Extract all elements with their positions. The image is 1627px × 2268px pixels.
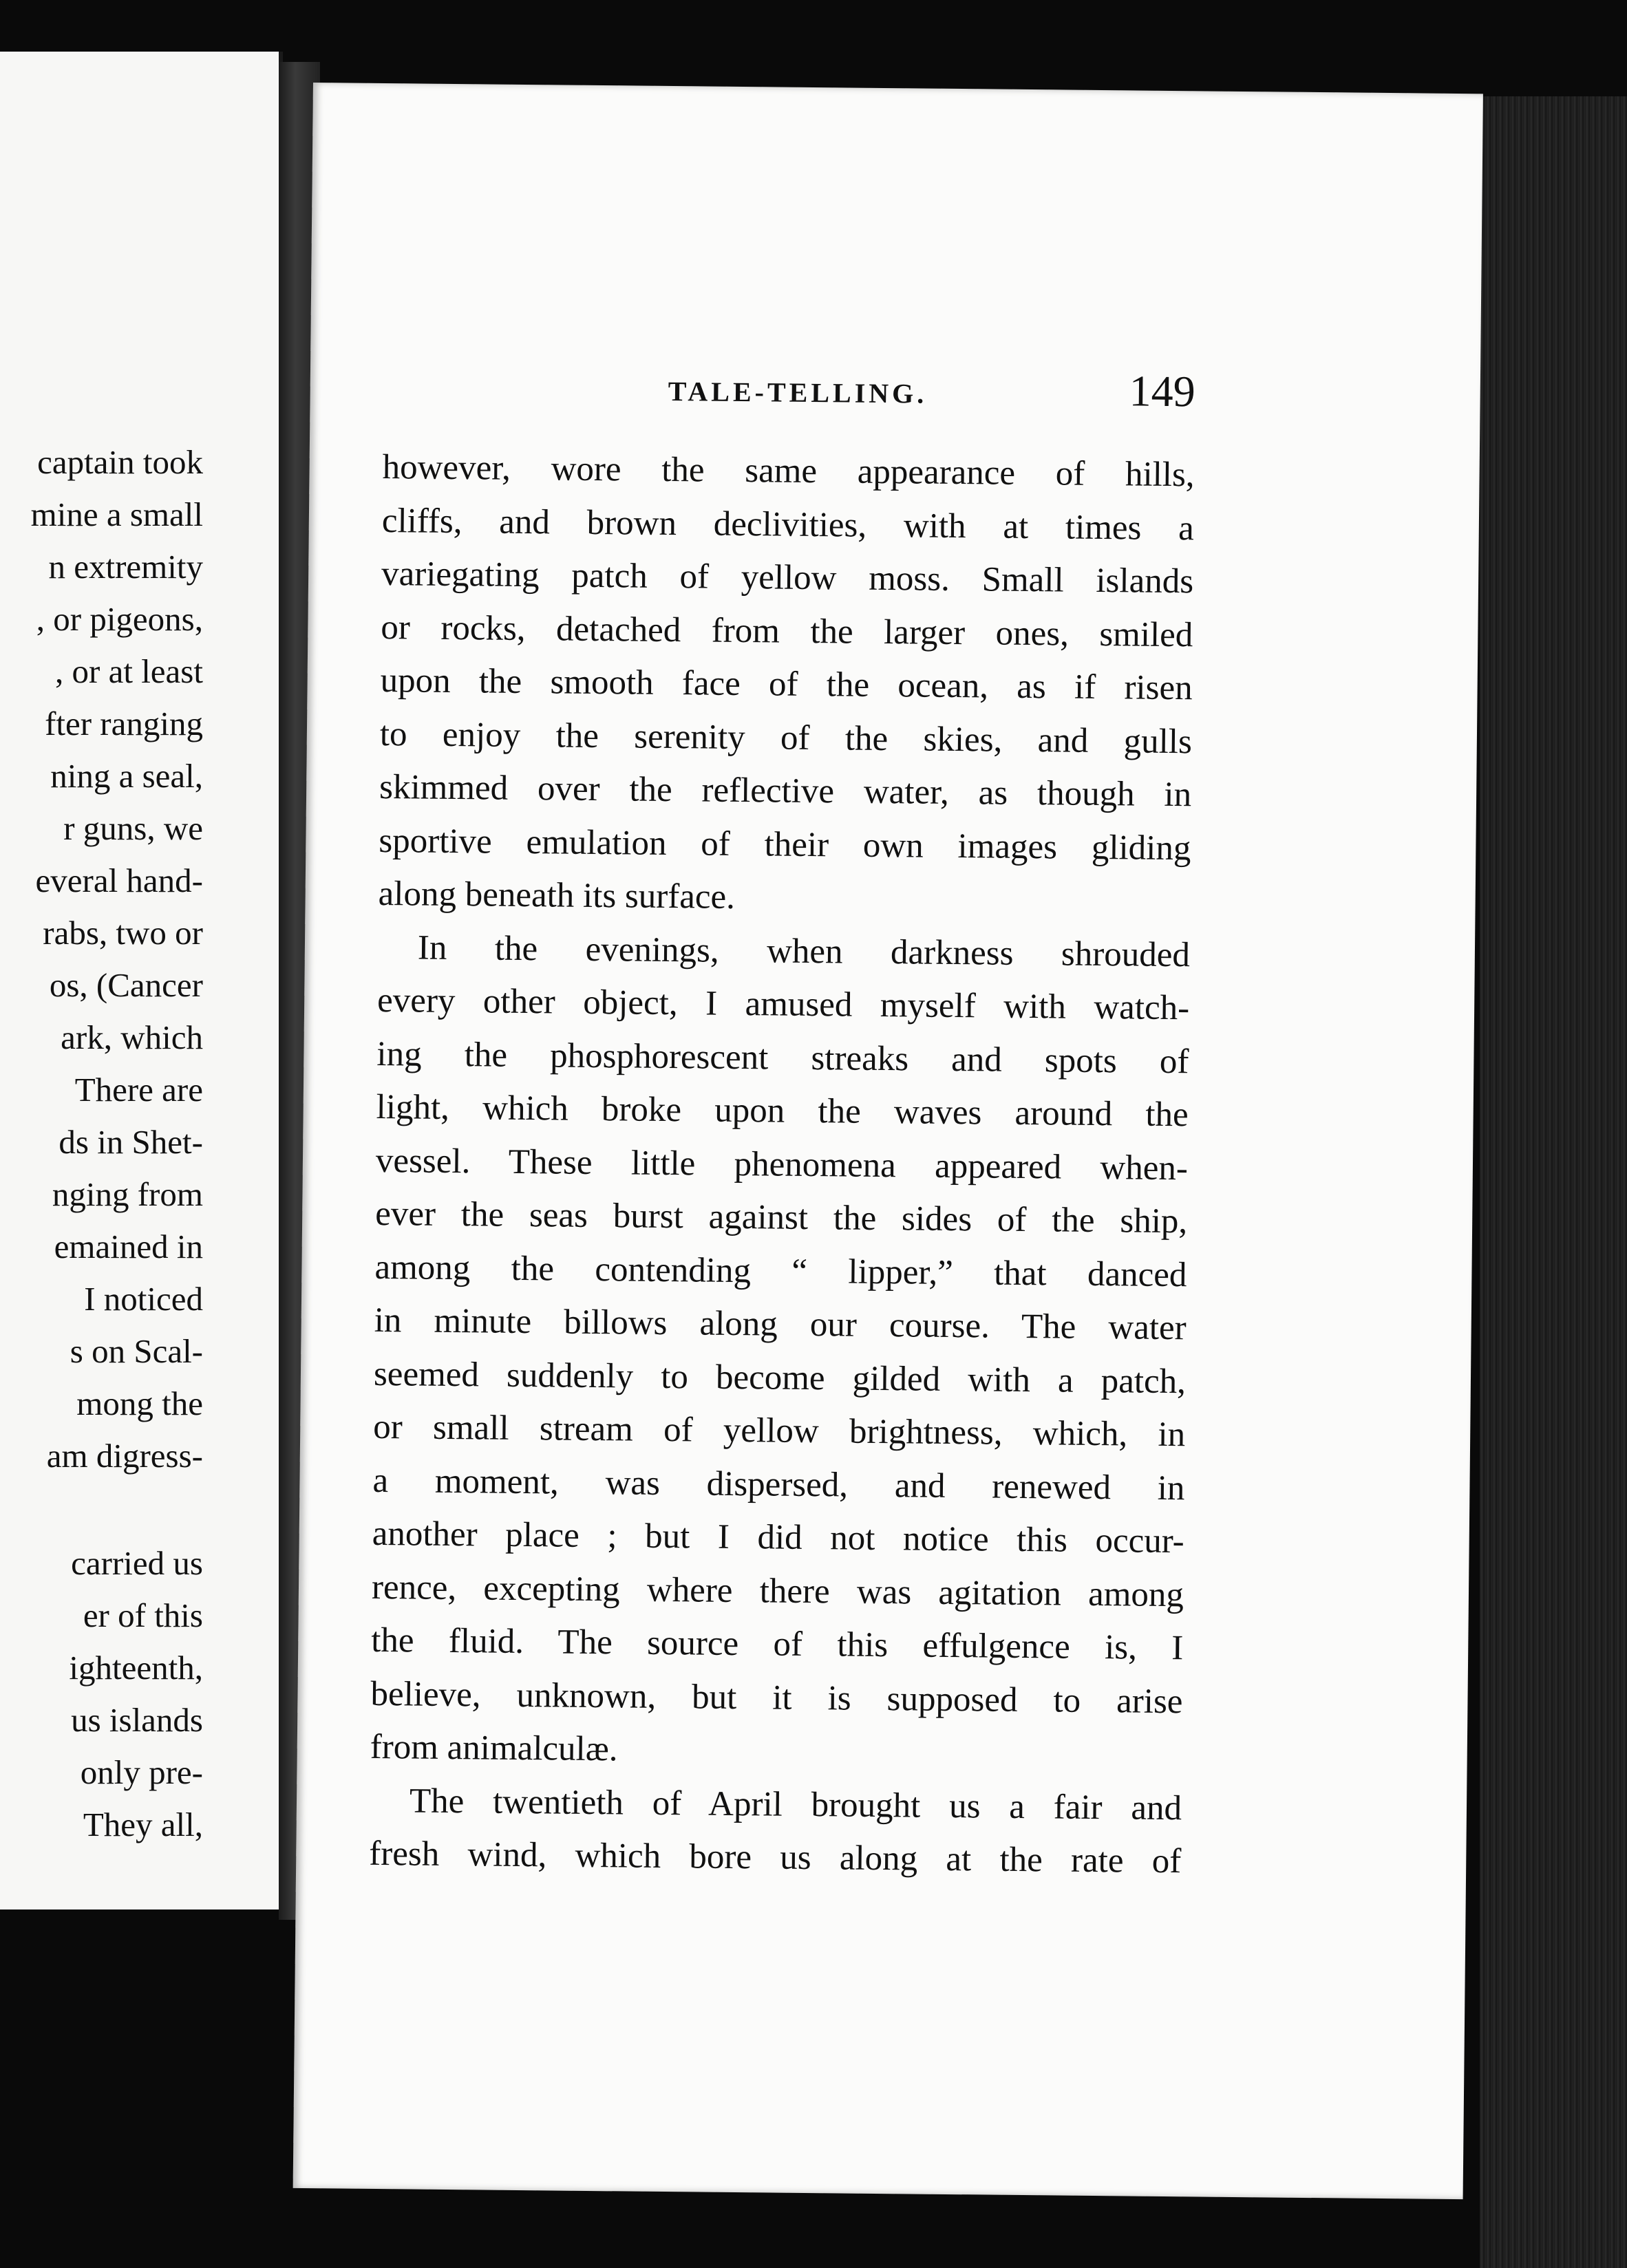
text-line: to enjoy the serenity of the skies, and gulls	[379, 714, 1193, 761]
text-line: vessel. These little phenomena appeared when-	[375, 1141, 1189, 1188]
left-page-line: mine a small	[30, 495, 203, 533]
text-line: a moment, was dispersed, and renewed in	[372, 1461, 1185, 1508]
left-page-line: everal hand-	[35, 862, 203, 899]
text-line: variegating patch of yellow moss. Small islands	[381, 554, 1194, 601]
paragraph	[369, 1774, 1182, 1888]
paragraph	[378, 441, 1195, 929]
left-page-line: ark, which	[61, 1018, 203, 1056]
text-line: or rocks, detached from the larger ones, smiled	[381, 608, 1193, 654]
text-line: from animalculæ.	[370, 1727, 618, 1769]
text-line: among the contending “ lipper,” that danced	[374, 1248, 1187, 1294]
text-line: seemed suddenly to become gilded with a patch,	[373, 1354, 1187, 1401]
left-page-line: nging from	[52, 1175, 203, 1213]
left-page-line: ning a seal,	[50, 757, 203, 795]
left-page-line: rabs, two or	[43, 914, 203, 952]
text-line: sportive emulation of their own images gliding	[379, 821, 1191, 868]
page-149	[293, 83, 1483, 2199]
left-page-line: There are	[74, 1071, 203, 1109]
page-header	[310, 358, 1480, 424]
left-page-line: us islands	[71, 1701, 203, 1739]
body-text	[369, 441, 1195, 1889]
paragraph	[370, 921, 1190, 1782]
text-line: In the evenings, when darkness shrouded	[417, 928, 1191, 974]
text-line: along beneath its surface.	[378, 874, 736, 917]
text-line: the fluid. The source of this effulgence is, I	[371, 1620, 1184, 1668]
left-page-line: er of this	[83, 1596, 203, 1634]
left-page-line: captain took	[37, 443, 203, 481]
text-line: another place ; but I did not notice this occur-	[372, 1514, 1184, 1561]
left-page-line: r guns, we	[63, 809, 203, 847]
text-line: or small stream of yellow brightness, which, in	[372, 1407, 1186, 1455]
left-page-line: I noticed	[84, 1280, 203, 1318]
text-line: The twentieth of April brought us a fair and	[409, 1781, 1182, 1828]
left-page-line: ds in Shet-	[59, 1123, 203, 1161]
page-edges	[1480, 96, 1627, 2268]
text-line: cliffs, and brown declivities, with at times a	[381, 501, 1195, 548]
left-page-line: os, (Cancer	[49, 966, 203, 1004]
left-page-line: They all,	[83, 1806, 203, 1843]
left-page-line: s on Scal-	[70, 1332, 203, 1370]
text-line: in minute billows along our course. The water	[374, 1301, 1187, 1348]
left-page-line: , or pigeons,	[36, 600, 203, 638]
left-page-line: n extremity	[48, 548, 203, 586]
page-number: 149	[1129, 366, 1196, 416]
text-line: upon the smooth face of the ocean, as if risen	[380, 661, 1193, 708]
text-line: believe, unknown, but it is supposed to arise	[370, 1674, 1183, 1721]
running-title: TALE-TELLING.	[668, 375, 928, 409]
text-line: every other object, I amused myself with watch-	[376, 981, 1190, 1028]
left-page-line: only pre-	[80, 1753, 203, 1791]
text-line: however, wore the same appearance of hills,	[382, 447, 1195, 495]
text-line: skimmed over the reflective water, as though in	[379, 767, 1192, 815]
left-page-line: ighteenth,	[69, 1649, 203, 1687]
left-page-line: fter ranging	[45, 705, 203, 742]
left-page-line: , or at least	[55, 652, 203, 690]
left-page-line: am digress-	[46, 1437, 203, 1475]
left-page-line: carried us	[71, 1544, 203, 1582]
text-line: ever the seas burst against the sides of the ship,	[374, 1194, 1188, 1241]
text-line: fresh wind, which bore us along at the rate of	[369, 1834, 1182, 1881]
text-line: light, which broke upon the waves around the	[376, 1087, 1189, 1135]
text-line: ing the phosphorescent streaks and spots of	[376, 1034, 1189, 1081]
left-page-line: emained in	[54, 1228, 203, 1265]
left-page-line: mong the	[76, 1384, 203, 1422]
facing-page-left	[0, 52, 283, 1909]
text-line: rence, excepting where there was agitation among	[371, 1568, 1184, 1614]
